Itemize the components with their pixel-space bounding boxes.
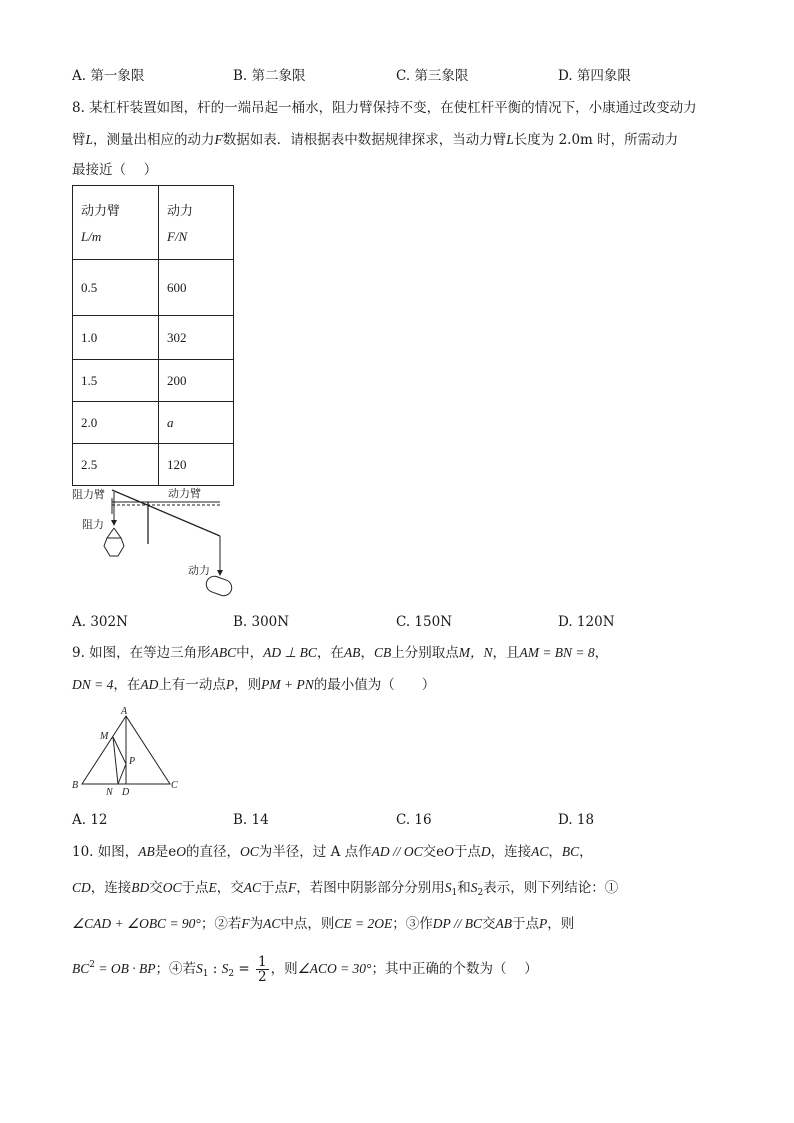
q10-text: 10. 如图， [72, 844, 139, 860]
q8-text-line1: 8. 某杠杆装置如图，杆的一端吊起一桶水，阻力臂保持不变，在使杠杆平衡的情况下，小康通过改变动力 [72, 100, 697, 116]
q10-var: AC [263, 916, 281, 931]
q10-text: ，则 [270, 961, 298, 977]
circle-symbol: e [168, 844, 177, 860]
q9-text: ，在 [316, 645, 344, 661]
header-unit: L/m [81, 229, 102, 244]
table-row [73, 444, 234, 486]
bucket-handle [107, 528, 114, 538]
q9-var: ABC [210, 645, 237, 660]
q10-text: ， [579, 844, 593, 860]
q10-math: ∠ACO = 30° [297, 961, 372, 976]
q10-text-line4 [72, 950, 538, 989]
q9-text-line1 [72, 643, 608, 663]
q10-text: 为半径，过 A 点作 [258, 844, 372, 860]
q10-text: ，连接 [490, 844, 532, 860]
q10-math: ∠CAD + ∠OBC = 90° [72, 916, 201, 931]
fraction-numerator: 1 [258, 954, 267, 970]
circle-symbol: e [436, 844, 445, 860]
label-n: N [106, 787, 113, 796]
q9-var: AD [140, 677, 159, 692]
header-text: 动力 [167, 203, 194, 218]
subscript: 1 [202, 969, 209, 979]
effort-arrow [217, 570, 223, 576]
q8-option-c: C. 150N [396, 614, 453, 630]
q9-var: CB [373, 645, 392, 660]
fraction-denominator: 2 [258, 969, 267, 985]
table-row [73, 260, 234, 316]
q7-option-c: C. 第三象限 [396, 68, 469, 84]
q10-var: O [176, 844, 187, 859]
table-row [73, 360, 234, 402]
q10-var: S [221, 961, 229, 976]
table-cell: a [159, 402, 234, 444]
q10-var: D [480, 844, 491, 859]
q10-text: 交 [422, 844, 437, 860]
q10-text: ；其中正确的个数为（ ） [371, 961, 538, 977]
q9-option-c: C. 16 [396, 812, 432, 828]
table-header-arm [73, 186, 159, 260]
q9-text: 上分别取点 [391, 645, 459, 661]
q10-math: = [234, 961, 254, 977]
q10-var: S [444, 880, 452, 895]
q10-text: ，则 [547, 916, 575, 932]
q10-text: 交 [149, 880, 163, 896]
q9-math: AD ⊥ BC [263, 645, 317, 660]
water-bucket [104, 538, 124, 556]
q10-var: S [195, 961, 203, 976]
table-cell: 1.5 [73, 360, 159, 402]
table-cell: 200 [159, 360, 234, 402]
q8-text: 臂 [72, 132, 86, 148]
label-c: C [171, 780, 178, 791]
q10-var: F [288, 880, 297, 895]
q10-var: S [470, 880, 478, 895]
q10-text: 的直径， [186, 844, 241, 860]
q10-text: 是 [154, 844, 169, 860]
q10-text: ；③作 [392, 916, 433, 932]
q10-text-line2 [72, 878, 618, 903]
q10-text: ，交 [216, 880, 244, 896]
bucket-handle [114, 528, 121, 538]
q10-text-line1 [72, 842, 593, 862]
q10-var: AC [243, 880, 262, 895]
q9-option-d: D. 18 [558, 812, 595, 828]
q9-text: 中， [236, 645, 264, 661]
table-row [73, 316, 234, 360]
label-a: A [121, 706, 128, 717]
q10-var: AC [531, 844, 549, 859]
table-cell: 2.5 [73, 444, 159, 486]
q9-text-line2 [72, 675, 435, 695]
q9-text: 的最小值为（ ） [313, 677, 436, 693]
superscript: 2 [89, 960, 95, 970]
q10-text: ；②若 [200, 916, 242, 932]
label-effort-arm: 动力臂 [168, 488, 201, 500]
q9-math: AM = BN = 8 [519, 645, 595, 660]
label-resist: 阻力 [82, 519, 104, 531]
q8-text: 数据如表．请根据表中数据规律探求，当动力臂 [222, 132, 507, 148]
q8-var-l: L [506, 132, 514, 147]
q10-var: E [208, 880, 217, 895]
q10-text: 交 [481, 916, 496, 932]
segment-mn [113, 737, 118, 784]
q10-text: 于点 [181, 880, 209, 896]
fraction [256, 955, 269, 984]
label-resist-arm: 阻力臂 [72, 489, 105, 501]
table-cell: 302 [159, 316, 234, 360]
segment-pn [118, 764, 126, 784]
q10-text: 于点 [453, 844, 481, 860]
table-cell: 2.0 [73, 402, 159, 444]
q8-var-f: F [214, 132, 223, 147]
q8-option-b: B. 300N [233, 614, 290, 630]
q10-math: AD // OC [371, 844, 423, 859]
q10-text: 于点 [261, 880, 289, 896]
q8-text: ，测量出相应的动力 [93, 132, 215, 148]
q8-text-line2 [72, 130, 678, 150]
resistance-arrow [111, 520, 117, 526]
table-row [73, 402, 234, 444]
q10-var: AB [138, 844, 155, 859]
q10-text: 中点，则 [280, 916, 335, 932]
q10-var: OC [240, 844, 259, 859]
q9-var: AB [343, 645, 361, 660]
q10-math: = OB · BP [95, 961, 156, 976]
q10-text: ；④若 [155, 961, 196, 977]
q10-text: 和 [457, 880, 471, 896]
q9-text: 上有一动点 [158, 677, 226, 693]
q9-math: PM + PN [261, 677, 314, 692]
q10-var: P [538, 916, 548, 931]
q7-option-a: A. 第一象限 [72, 68, 145, 84]
q9-text: ，则 [234, 677, 262, 693]
q8-data-table [72, 185, 234, 486]
q10-var: AB [495, 916, 512, 931]
q9-text: ，且 [492, 645, 520, 661]
triangle-figure [68, 704, 188, 796]
q10-var: F [241, 916, 250, 931]
q9-option-a: A. 12 [72, 812, 108, 828]
q10-text: 于点 [511, 916, 539, 932]
q10-text: ，连接 [90, 880, 132, 896]
q9-text: 9. 如图，在等边三角形 [72, 645, 211, 661]
q10-text: ， [548, 844, 562, 860]
subscript: 1 [451, 888, 458, 898]
q10-var: BC [561, 844, 580, 859]
q9-text: ， [594, 645, 609, 661]
header-text: 动力臂 [81, 203, 121, 218]
table-header-row [73, 186, 234, 260]
subscript: 2 [228, 969, 235, 979]
q8-text: 长度为 2.0m 时，所需动力 [513, 132, 679, 148]
q9-text: ， [360, 645, 374, 661]
q10-math: DP // BC [432, 916, 482, 931]
q10-text: 为 [249, 916, 264, 932]
q10-var: O [444, 844, 454, 859]
q10-math: CE = 2OE [334, 916, 393, 931]
q10-var: OC [162, 880, 182, 895]
q9-option-b: B. 14 [233, 812, 269, 828]
header-unit: F/N [167, 229, 188, 244]
table-header-force [159, 186, 234, 260]
table-cell: 1.0 [73, 316, 159, 360]
table-cell: 600 [159, 260, 234, 316]
label-m: M [100, 731, 109, 742]
q7-option-b: B. 第二象限 [233, 68, 306, 84]
q10-text: 表示，则下列结论：① [483, 880, 619, 896]
q9-var: P [225, 677, 235, 692]
q10-math: : [208, 961, 222, 977]
label-p: P [129, 756, 136, 767]
q10-text: ，若图中阴影部分分别用 [296, 880, 445, 896]
subscript: 2 [477, 888, 484, 898]
table-cell: 0.5 [73, 260, 159, 316]
q10-var: BD [131, 880, 150, 895]
q10-text-line3 [72, 914, 574, 934]
lever-figure [68, 484, 248, 604]
q8-option-d: D. 120N [558, 614, 615, 630]
q7-option-d: D. 第四象限 [558, 68, 631, 84]
label-d: D [122, 787, 130, 796]
q9-text: ，在 [113, 677, 141, 693]
q10-var: CD [72, 880, 91, 895]
q8-option-a: A. 302N [72, 614, 128, 630]
lever-bar [112, 490, 220, 536]
table-cell: 120 [159, 444, 234, 486]
effort-weight [204, 574, 234, 598]
label-effort: 动力 [188, 565, 210, 577]
label-b: B [72, 780, 79, 791]
q9-var: M，N [458, 645, 493, 660]
q8-var-l: L [85, 132, 94, 147]
q8-text-line3: 最接近（ ） [72, 162, 158, 178]
q9-math: DN = 4 [72, 677, 114, 692]
q10-var: BC [72, 961, 90, 976]
